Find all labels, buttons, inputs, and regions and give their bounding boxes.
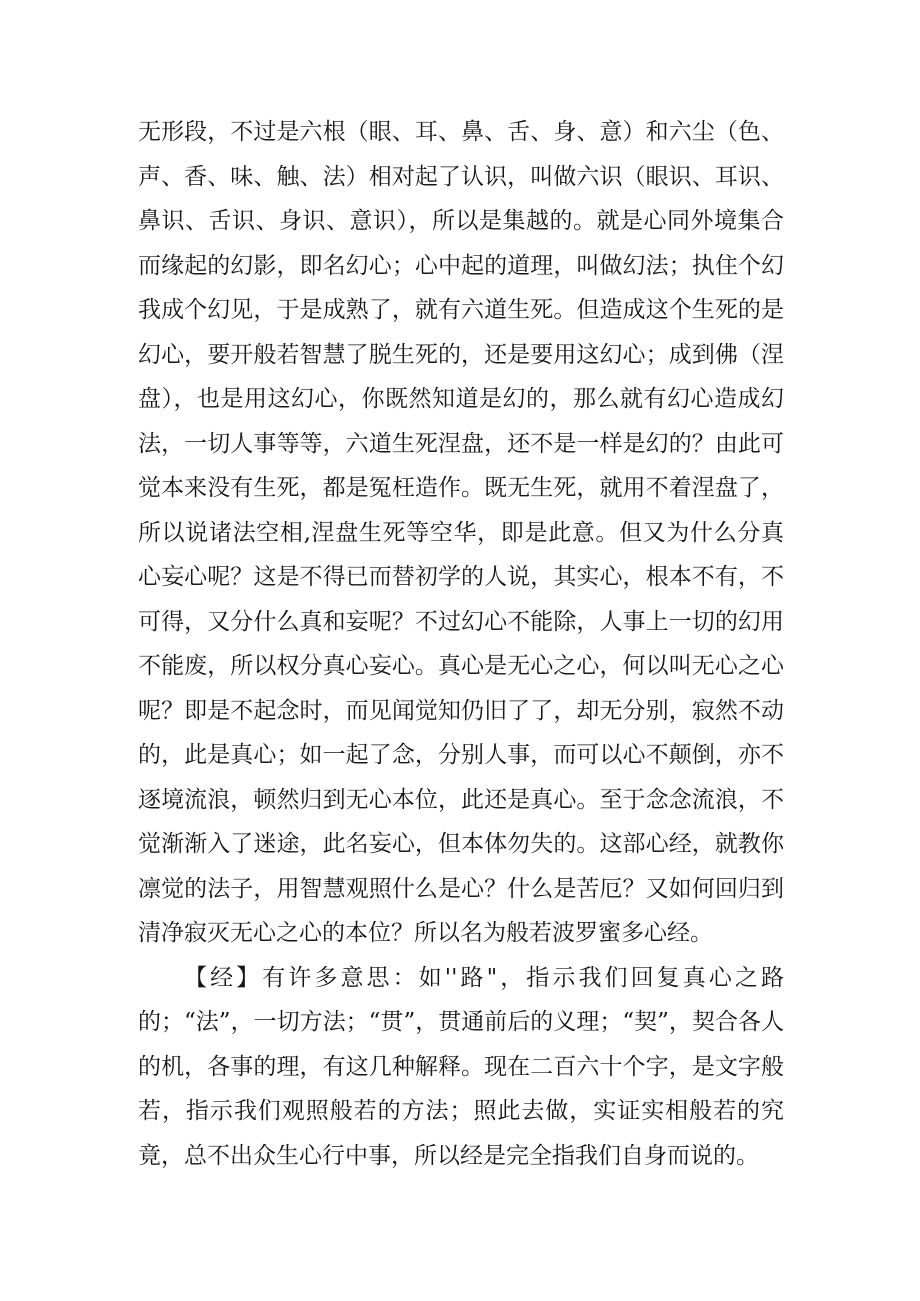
body-text [138, 110, 784, 1178]
paragraph-continuation: 无形段，不过是六根（眼、耳、鼻、舌、身、意）和六尘（色、声、香、味、触、法）相对起了认识，叫做六识（眼识、耳识、鼻识、舌识、身识、意识），所以是集越的。就是心同外境集合而缘起的幻影，即名幻心；心中起的道理，叫做幻法；执住个幻我成个幻见，于是成熟了，就有六道生死。但造成这个生死的是幻心，要开般若智慧了脱生死的，还是要用这幻心；成到佛（涅盘），也是用这幻心，你既然知道是幻的，那么就有幻心造成幻法，一切人事等等，六道生死涅盘，还不是一样是幻的？由此可觉本来没有生死，都是冤枉造作。既无生死，就用不着涅盘了，所以说诸法空相,涅盘生死等空华，即是此意。但又为什么分真心妄心呢？这是不得已而替初学的人说，其实心，根本不有，不可得，又分什么真和妄呢？不过幻心不能除，人事上一切的幻用不能废，所以权分真心妄心。真心是无心之心，何以叫无心之心呢？即是不起念时，而见闻觉知仍旧了了，却无分别，寂然不动的，此是真心；如一起了念，分别人事，而可以心不颠倒，亦不逐境流浪，顿然归到无心本位，此还是真心。至于念念流浪，不觉渐渐入了迷途，此名妄心，但本体勿失的。这部心经，就教你凛觉的法子，用智慧观照什么是心？什么是苦厄？又如何回归到清净寂灭无心之心的本位？所以名为般若波罗蜜多心经。 [138, 119, 784, 946]
paragraph-jing-explanation: 【经】有许多意思：如''路"，指示我们回复真心之路的；“法”，一切方法；“贯”，贯通前后的义理；“契”，契合各人的机，各事的理，有这几种解释。现在二百六十个字，是文字般若，指示我们观照般若的方法；照此去做，实证实相般若的究竟，总不出众生心行中事，所以经是完全指我们自身而说的。 [138, 964, 784, 1169]
